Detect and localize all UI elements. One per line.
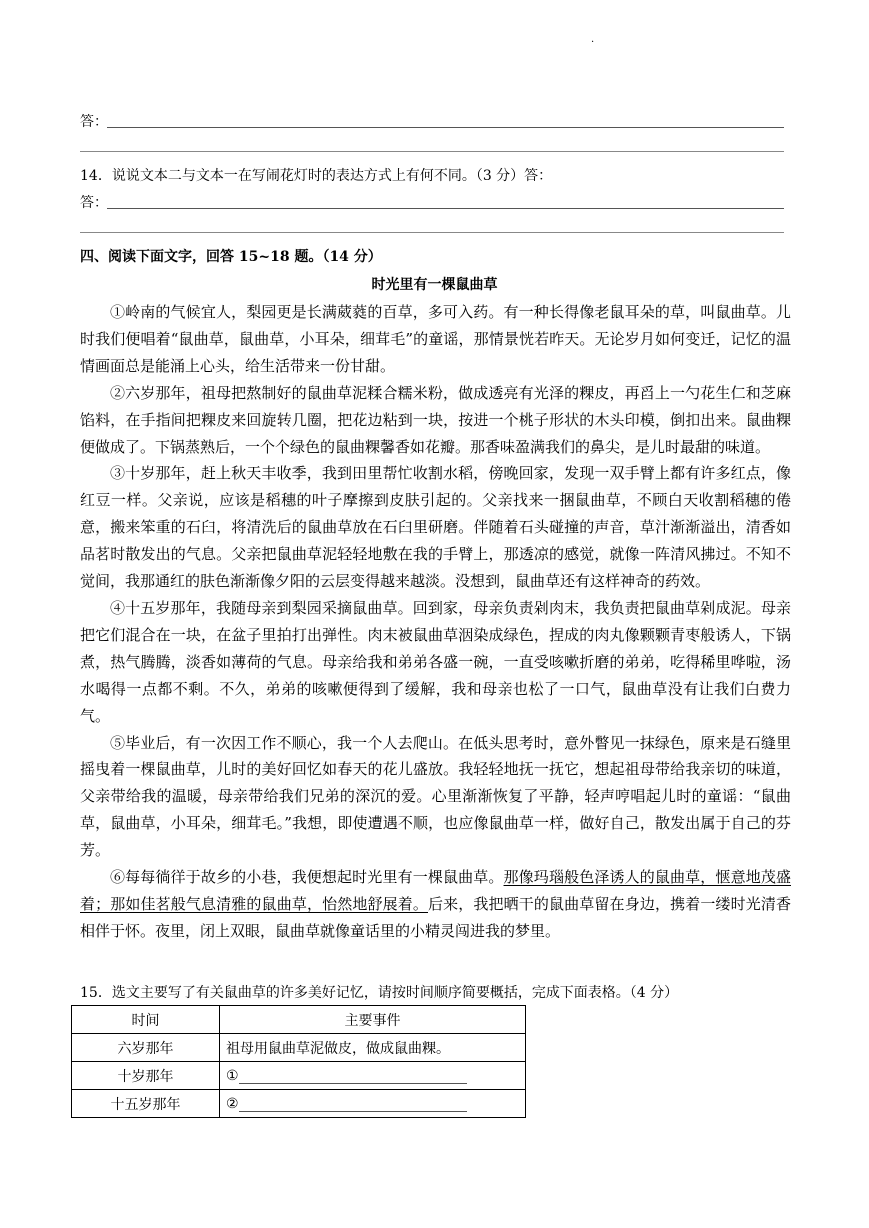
table-row — [72, 1090, 526, 1118]
paragraph-3: ③十岁那年，赶上秋天丰收季，我到田里帮忙收割水稻，傍晚回家，发现一双手臂上都有许多红点，像红豆一样。父亲说，应该是稻穗的叶子摩擦到皮肤引起的。父亲找来一捆鼠曲草，不顾白天收割稻穗的倦意，搬来笨重的石臼，将清洗后的鼠曲草放在石臼里研磨。伴随着石头碰撞的声音，草汁渐渐溢出，清香如品茗时散发出的气息。父亲把鼠曲草泥轻轻地敷在我的手臂上，那透凉的感觉，就像一阵清风拂过。不知不觉间，我那通红的肤色渐渐像夕阳的云层变得越来越淡。没想到，鼠曲草还有这样神奇的药效。 — [80, 464, 791, 591]
table-cell-time: 六岁那年 — [72, 1034, 220, 1062]
answer-blank[interactable] — [239, 1097, 467, 1112]
table-cell-event[interactable] — [220, 1062, 526, 1090]
answer-underline — [107, 208, 784, 209]
paragraph-4: ④十五岁那年，我随母亲到梨园采摘鼠曲草。回到家，母亲负责剁肉末，我负责把鼠曲草剁成泥。母亲把它们混合在一块，在盆子里拍打出弹性。肉末被鼠曲草洇染成绿色，捏成的肉丸像颗颗青枣般诱人，下锅煮，热气腾腾，淡香如薄荷的气息。母亲给我和弟弟各盛一碗，一直受咳嗽折磨的弟弟，吃得稀里哗啦，汤水喝得一点都不剩。不久，弟弟的咳嗽便得到了缓解，我和母亲也松了一口气，鼠曲草没有让我们白费力气。 — [80, 598, 791, 725]
table-header-time: 时间 — [72, 1006, 220, 1034]
table-row — [72, 1034, 526, 1062]
paragraph-5: ⑤毕业后，有一次因工作不顺心，我一个人去爬山。在低头思考时，意外瞥见一抹绿色，原来是石缝里摇曳着一棵鼠曲草，儿时的美好回忆如春天的花儿盛放。我轻轻地抚一抚它，想起祖母带给我亲切的味道，父亲带给我的温暖，母亲带给我们兄弟的深沉的爱。心里渐渐恢复了平静，轻声哼唱起儿时的童谣：“鼠曲草，鼠曲草，小耳朵，细茸毛。”我想，即使遭遇不顺，也应像鼠曲草一样，做好自己，散发出属于自己的芬芳。 — [80, 733, 791, 860]
answer-blank[interactable] — [239, 1069, 467, 1084]
table-header-event: 主要事件 — [220, 1006, 526, 1034]
article-body — [80, 299, 791, 945]
answer-underline — [107, 127, 784, 128]
paragraph-2: ②六岁那年，祖母把熬制好的鼠曲草泥糅合糯米粉，做成透亮有光泽的粿皮，再舀上一勺花生仁和芝麻馅料，在手指间把粿皮来回旋转几圈，把花边粘到一块，按进一个桃子形状的木头印模，倒扣出来。鼠曲粿便做成了。下锅蒸熟后，一个个绿色的鼠曲粿馨香如花瓣。那香味盈满我们的鼻尖，是儿时最甜的味道。 — [80, 383, 791, 456]
article-title: 时光里有一棵鼠曲草 — [371, 277, 498, 293]
paragraph-6 — [80, 864, 791, 945]
answer-label: 答： — [80, 114, 108, 130]
question-14: 14．说说文本二与文本一在写闹花灯时的表达方式上有何不同。（3 分）答： — [80, 168, 553, 184]
paragraph-6-start: ⑥每每徜徉于故乡的小巷，我便想起时光里有一棵鼠曲草。 — [110, 868, 504, 887]
table-cell-event: 祖母用鼠曲草泥做皮，做成鼠曲粿。 — [220, 1034, 526, 1062]
answer-rule — [80, 151, 784, 152]
blank-marker: ② — [226, 1095, 239, 1112]
table-cell-time: 十五岁那年 — [72, 1090, 220, 1118]
table-cell-event[interactable] — [220, 1090, 526, 1118]
answer-table — [71, 1005, 526, 1118]
underlined-sentence: 那像玛瑙般色泽诱人的鼠曲草，惬意地茂盛着；那如佳茗般气息清雅的鼠曲草，怡然地舒展着。 — [80, 868, 791, 913]
answer-line-14[interactable] — [80, 192, 784, 212]
paragraph-1: ①岭南的气候宜人，梨园更是长满葳蕤的百草，多可入药。有一种长得像老鼠耳朵的草，叫鼠曲草。儿时我们便唱着“鼠曲草，鼠曲草，小耳朵，细茸毛”的童谣，那情景恍若昨天。无论岁月如何变迁，记忆的温情画面总是能涌上心头，给生活带来一份甘甜。 — [80, 303, 791, 375]
answer-line-1[interactable] — [80, 111, 784, 131]
question-15: 15．选文主要写了有关鼠曲草的许多美好记忆，请按时间顺序简要概括，完成下面表格。（4 分） — [80, 985, 679, 1001]
section-heading: 四、阅读下面文字，回答 15~18 题。（14 分） — [80, 249, 382, 265]
table-header-row — [72, 1006, 526, 1034]
answer-rule — [80, 232, 784, 233]
paragraph-6-end: 后来，我把晒干的鼠曲草留在身边，携着一缕时光清香相伴于怀。夜里，闭上双眼，鼠曲草就像童话里的小精灵闯进我的梦里。 — [80, 894, 791, 940]
page-mark: . — [591, 34, 595, 45]
table-cell-time: 十岁那年 — [72, 1062, 220, 1090]
blank-marker: ① — [226, 1067, 239, 1084]
answer-label: 答： — [80, 195, 108, 211]
table-row — [72, 1062, 526, 1090]
